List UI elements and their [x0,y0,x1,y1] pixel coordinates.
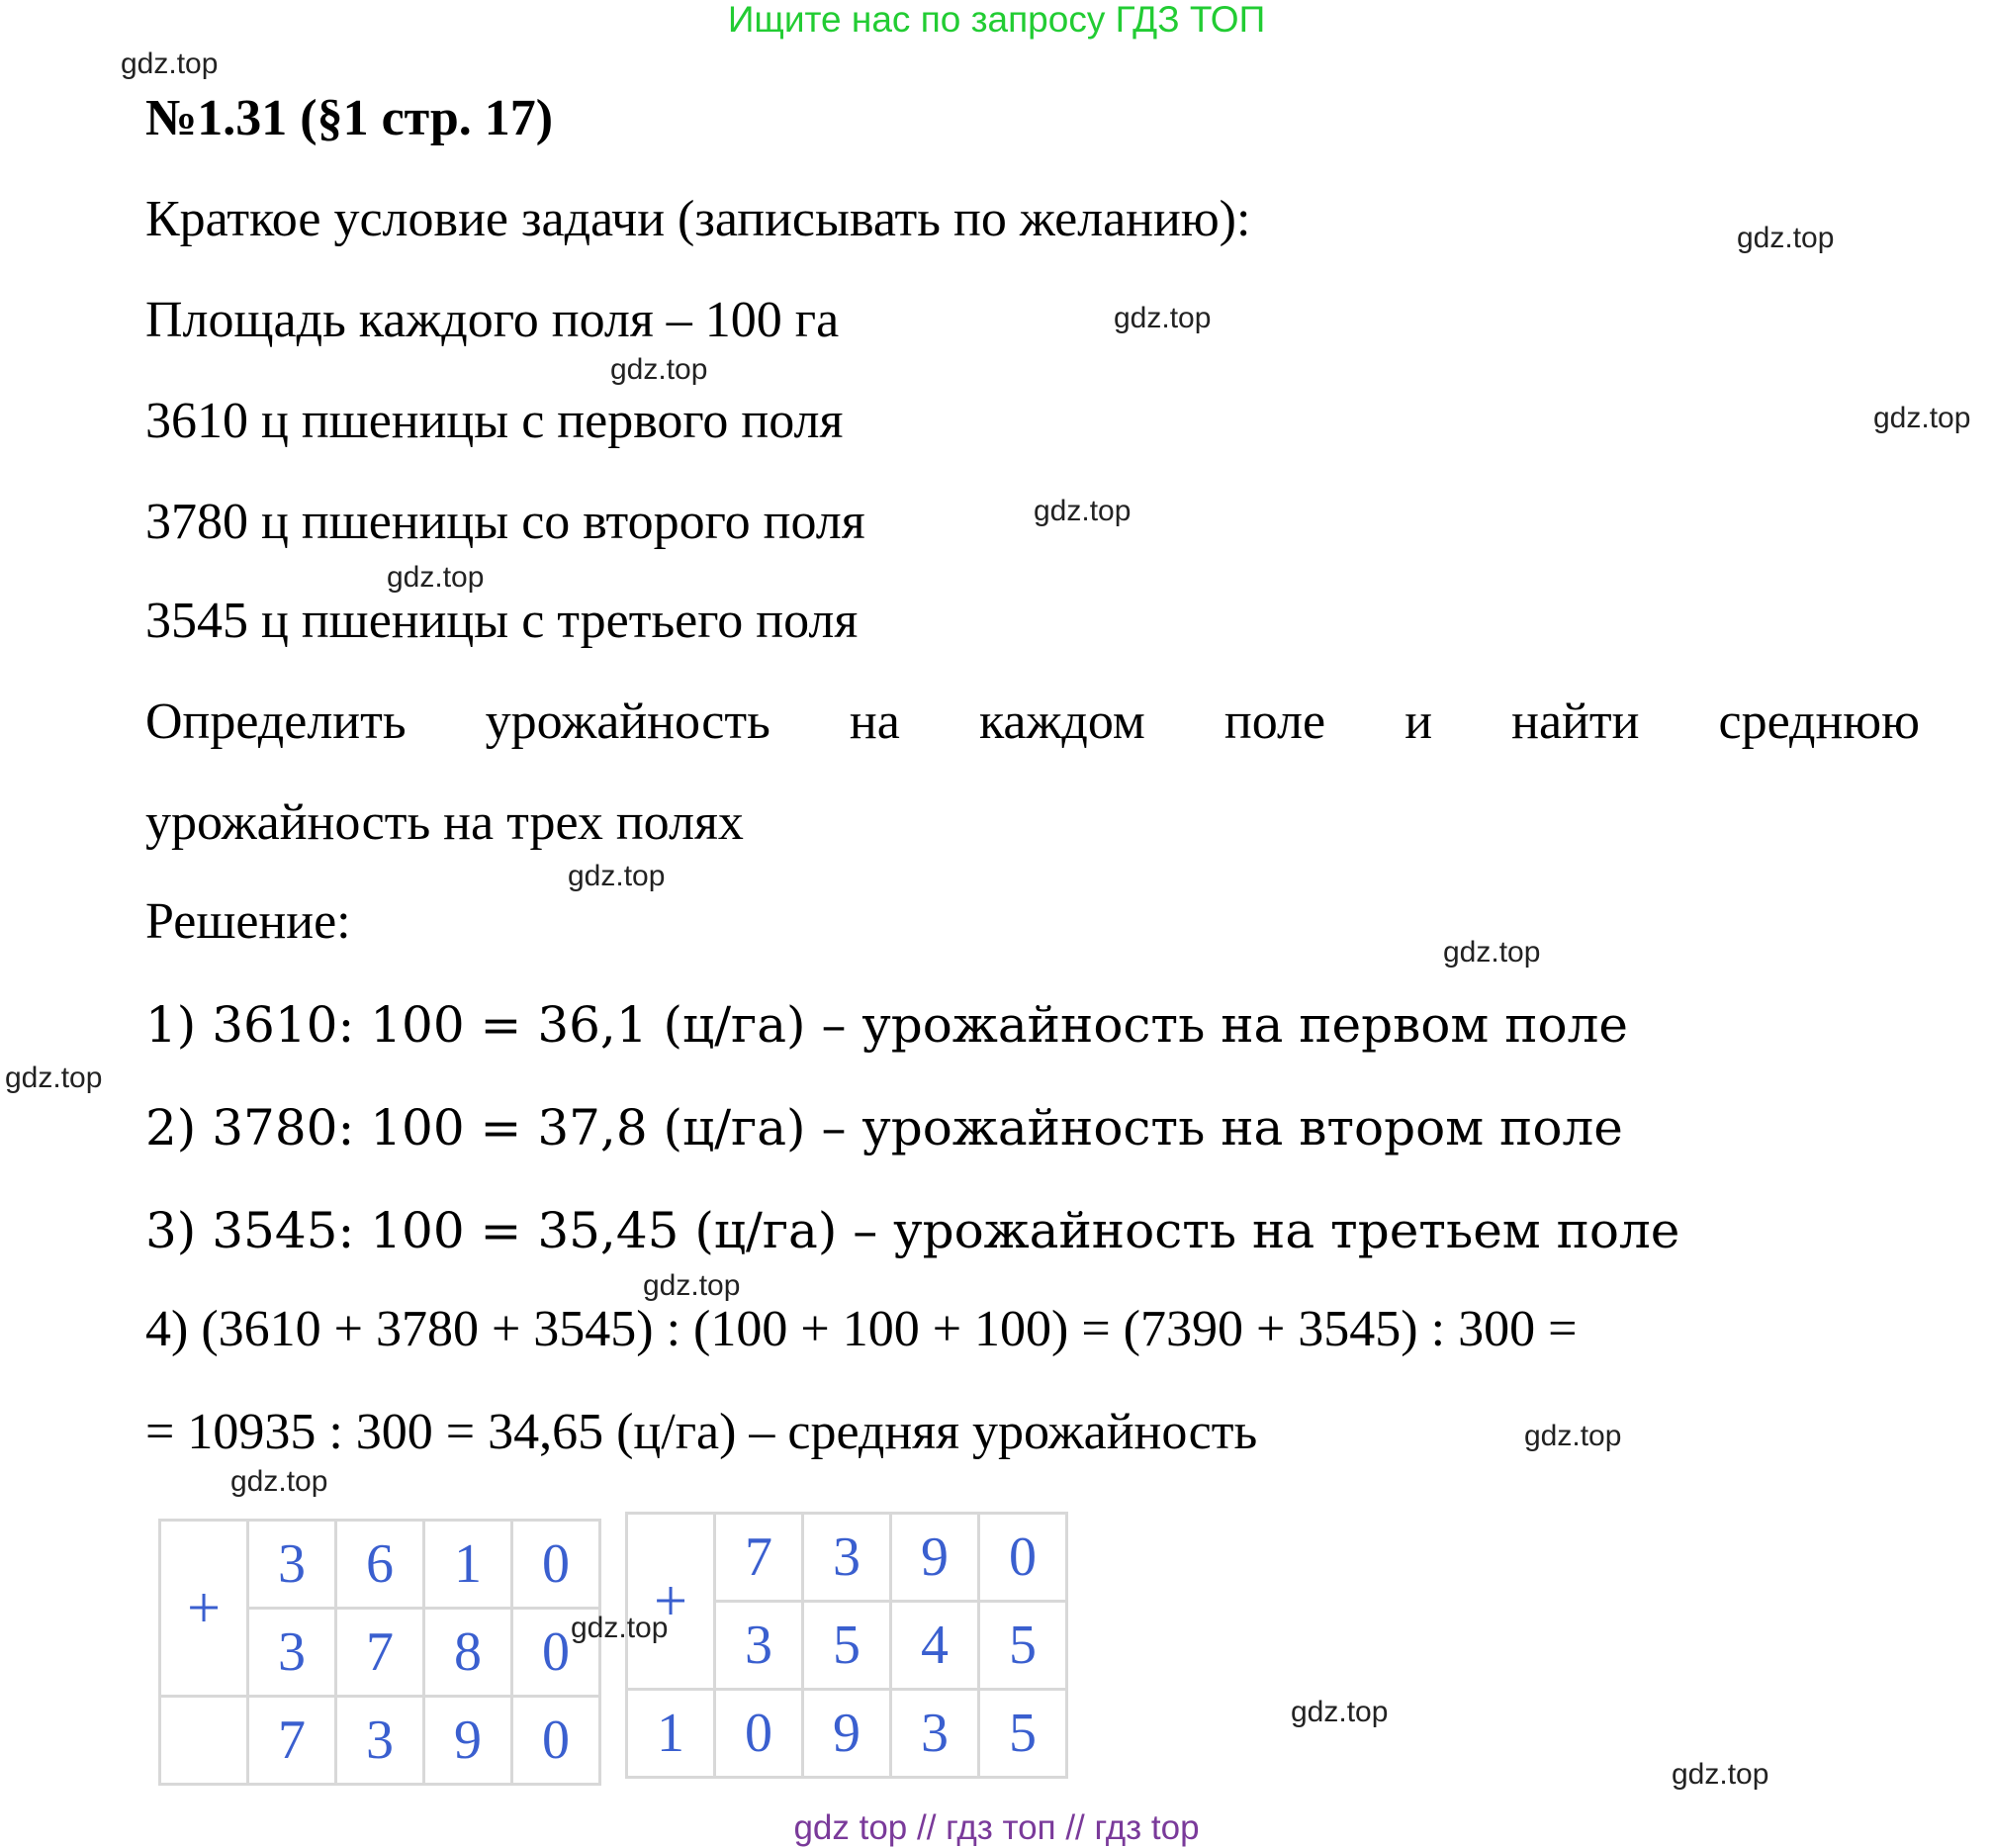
watermark: gdz.top [121,47,219,80]
task-line-1: Определить урожайность на каждом поле и найти среднюю [145,693,1920,750]
watermark: gdz.top [1291,1696,1389,1728]
bottom-banner: gdz top // гдз топ // гдз top [793,1808,1200,1847]
watermark: gdz.top [568,860,666,892]
digit: 7 [336,1609,424,1697]
condition-heading: Краткое условие задачи (записывать по желанию): [145,191,1251,247]
digit: 7 [715,1514,803,1602]
watermark: gdz.top [571,1612,669,1644]
condition-line-field1: 3610 ц пшеницы с первого поля [145,393,844,449]
watermark: gdz.top [1672,1758,1769,1791]
digit: 3 [248,1609,336,1697]
result-digit: 0 [715,1690,803,1778]
solution-step-3: 3) 3545: 100 = 35,45 (ц/га) – урожайность на третьем поле [145,1202,1680,1259]
digit: 1 [424,1521,512,1609]
digit: 5 [803,1602,891,1690]
plus-sign: + [160,1521,248,1697]
digit: 8 [424,1609,512,1697]
result-digit: 9 [803,1690,891,1778]
result-digit: 7 [248,1697,336,1785]
page-title: №1.31 (§1 стр. 17) [145,90,554,146]
watermark: gdz.top [1114,302,1212,334]
digit: 3 [803,1514,891,1602]
result-digit: 1 [627,1690,715,1778]
condition-line-field3: 3545 ц пшеницы с третьего поля [145,593,859,649]
condition-line-field2: 3780 ц пшеницы со второго поля [145,494,865,550]
watermark: gdz.top [387,561,485,594]
watermark: gdz.top [610,353,708,386]
watermark: gdz.top [230,1465,328,1498]
solution-heading: Решение: [145,893,351,950]
digit: 4 [891,1602,979,1690]
watermark: gdz.top [643,1269,741,1302]
addition-table-1 [158,1519,601,1786]
watermark: gdz.top [1443,936,1541,969]
digit: 3 [248,1521,336,1609]
digit: 0 [512,1521,600,1609]
digit: 9 [891,1514,979,1602]
digit: 5 [979,1602,1067,1690]
solution-step-4: 4) (3610 + 3780 + 3545) : (100 + 100 + 100) = (7390 + 3545) : 300 = [145,1301,1578,1357]
watermark: gdz.top [5,1062,103,1094]
solution-step-1: 1) 3610: 100 = 36,1 (ц/га) – урожайность на первом поле [145,996,1628,1054]
result-digit: 0 [512,1697,600,1785]
digit: 3 [715,1602,803,1690]
result-digit: 3 [891,1690,979,1778]
watermark: gdz.top [1737,222,1835,254]
result-digit: 9 [424,1697,512,1785]
result-digit: 3 [336,1697,424,1785]
digit: 6 [336,1521,424,1609]
plus-sign: + [627,1514,715,1690]
digit: 0 [512,1609,600,1697]
watermark: gdz.top [1524,1420,1622,1452]
solution-step-2: 2) 3780: 100 = 37,8 (ц/га) – урожайность на втором поле [145,1099,1623,1156]
digit: 0 [979,1514,1067,1602]
watermark: gdz.top [1034,495,1132,527]
empty-cell [160,1697,248,1785]
top-banner: Ищите нас по запросу ГДЗ ТОП [727,0,1266,40]
task-line-2: урожайность на трех полях [145,794,744,851]
condition-line-area: Площадь каждого поля – 100 га [145,292,840,348]
result-digit: 5 [979,1690,1067,1778]
solution-step-4-continued: = 10935 : 300 = 34,65 (ц/га) – средняя урожайность [145,1404,1258,1460]
watermark: gdz.top [1873,402,1971,434]
addition-table-2 [625,1512,1068,1779]
